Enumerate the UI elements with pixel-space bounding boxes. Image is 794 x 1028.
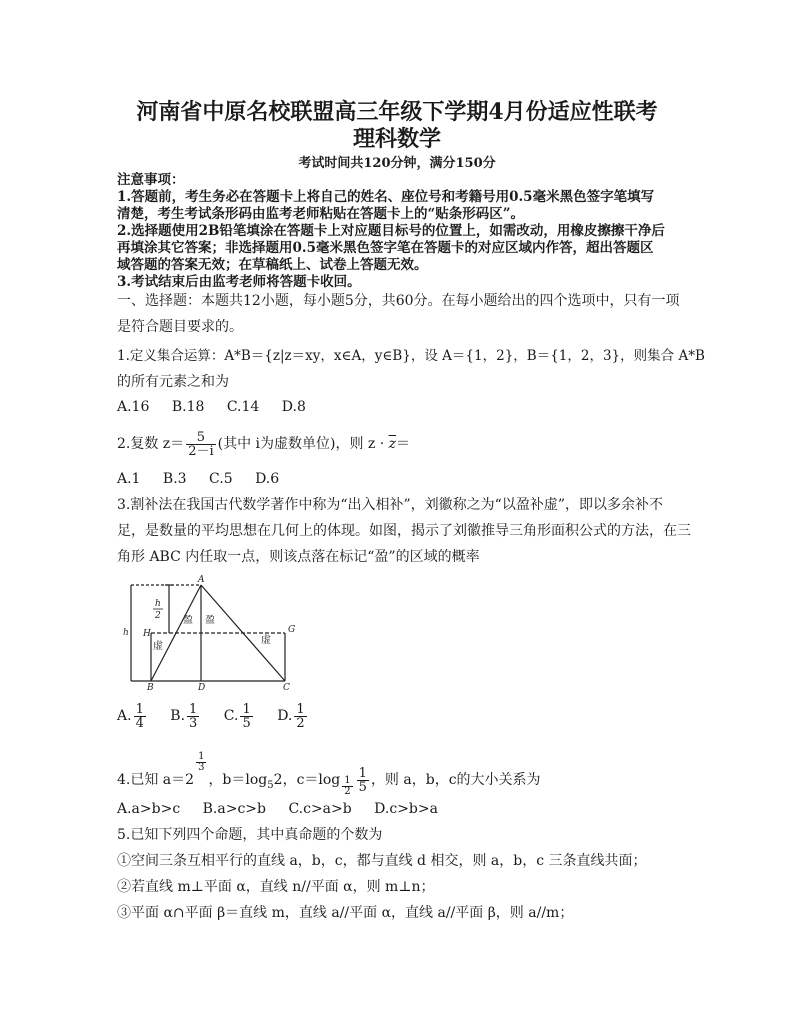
q2-stem: [117, 426, 410, 462]
label-xu-right: 虚: [261, 635, 271, 646]
q3-option-c-frac: [240, 703, 252, 730]
q4-mid: ，b＝log: [208, 772, 268, 788]
q1-option-d: D.8: [281, 399, 306, 415]
q3-line-1: 3.割补法在我国古代数学著作中称为“出入相补”，刘徽称之为“以盈补虚”，即以多余补不: [117, 497, 663, 513]
label-h: h: [123, 628, 129, 638]
q4-suffix: ，则 a，b，c的大小关系为: [370, 772, 541, 788]
label-c: C: [283, 683, 290, 691]
q4-stem: [117, 752, 541, 804]
label-g: G: [288, 625, 296, 635]
q1-line-1: 1.定义集合运算：A*B＝{z|z＝xy，x∈A，y∈B}，设 A＝{1，2}，B＝{1，2，3}，则集合 A*B: [117, 348, 705, 364]
q2-option-c: C.5: [209, 471, 233, 487]
q4-exponent: [196, 752, 206, 773]
q3-figure: [117, 573, 302, 691]
q3-option-b: [170, 698, 201, 734]
q4-c-arg-num: 1: [358, 765, 367, 781]
q2-fraction-den: 2－i: [188, 443, 214, 459]
q1-options: [117, 398, 324, 416]
section1-line-2: 是符合题目要求的。: [117, 319, 243, 335]
q3-line-2: 足，是数量的平均思想在几何上的体现。如图，揭示了刘徽推导三角形面积公式的方法，在三: [117, 523, 691, 539]
q5-item-2: ②若直线 m⊥平面 α，直线 n//平面 α，则 m⊥n；: [117, 879, 435, 895]
q5-item-1: ①空间三条互相平行的直线 a，b，c，都与直线 d 相交，则 a，b，c 三条直线共面；: [117, 853, 647, 869]
exam-info: 考试时间共120分钟，满分150分: [298, 156, 496, 171]
q3-option-a-num: 1: [135, 701, 144, 717]
q4-option-d: D.c>b>a: [374, 801, 438, 817]
q4-c-base: [342, 776, 352, 797]
q3-option-c-den: 5: [242, 715, 251, 731]
q3-option-a-letter: A.: [117, 708, 132, 724]
q2-option-a: A.1: [117, 471, 141, 487]
label-h-half-den: 2: [155, 611, 161, 621]
label-b: B: [147, 683, 154, 691]
label-h-half-num: h: [155, 599, 161, 609]
exam-title: 河南省中原名校联盟高三年级下学期4月份适应性联考: [136, 99, 658, 125]
q4-b-base: 5: [267, 779, 274, 791]
q3-option-b-frac: [187, 703, 199, 730]
q4-option-b: B.a>c>b: [202, 801, 266, 817]
q1-option-b: B.18: [171, 399, 205, 415]
q3-option-d-den: 2: [296, 715, 305, 731]
q3-option-d-frac: [294, 703, 306, 730]
q4-c-base-num: 1: [344, 775, 351, 786]
notes-heading: 注意事项：: [117, 172, 185, 188]
q3-line-3: 角形 ABC 内任取一点，则该点落在标记“盈”的区域的概率: [117, 549, 480, 565]
q3-option-d: [277, 698, 308, 734]
q2-options: [117, 470, 297, 488]
q2-zbar: $\overline{z}$: [388, 436, 397, 452]
note-line-3: 2.选择题使用2B铅笔填涂在答题卡上对应题目标号的位置上，如需改动，用橡皮擦擦干净后: [117, 223, 665, 239]
label-ying-left: 盈: [183, 615, 193, 626]
q3-option-d-letter: D.: [277, 708, 293, 724]
label-xu-left: 虚: [153, 641, 163, 652]
q3-option-a-den: 4: [135, 715, 144, 731]
q2-fraction-num: 5: [196, 429, 206, 445]
q2-option-b: B.3: [162, 471, 187, 487]
label-a: A: [198, 575, 205, 585]
note-line-2: 清楚，考生考试条形码由监考老师粘贴在答题卡上的“贴条形码区”。: [117, 206, 525, 222]
q4-c-arg: [357, 767, 369, 794]
q4-prefix: 4.已知 a＝2: [117, 772, 195, 788]
label-h-point: H: [143, 629, 151, 639]
q3-options: [117, 698, 327, 734]
q2-suffix: (其中 i为虚数单位)，则 z ·: [217, 436, 389, 452]
q1-option-a: A.16: [117, 399, 150, 415]
q3-option-c-letter: C.: [223, 708, 239, 724]
q4-option-c: C.c>a>b: [288, 801, 352, 817]
section1-line-1: 一、选择题：本题共12小题，每小题5分，共60分。在每小题给出的四个选项中，只有一项: [117, 293, 680, 309]
q4-options: [117, 800, 456, 818]
q4-exp-num: 1: [198, 751, 205, 762]
q5-stem: 5.已知下列四个命题，其中真命题的个数为: [117, 827, 383, 843]
q2-fraction: [186, 431, 215, 458]
note-line-1: 1.答题前，考生务必在答题卡上将自己的姓名、座位号和考籍号用0.5毫米黑色签字笔填写: [117, 189, 655, 205]
note-line-6: 3.考试结束后由监考老师将答题卡收回。: [117, 274, 361, 290]
q4-b-arg: 2，c＝log: [273, 772, 341, 788]
note-line-5: 域答题的答案无效；在草稿纸上、试卷上答题无效。: [117, 257, 428, 273]
q3-option-c-num: 1: [242, 701, 251, 717]
q3-option-b-num: 1: [189, 701, 198, 717]
q4-exp-den: 3: [198, 762, 205, 773]
q2-option-d: D.6: [255, 471, 280, 487]
q4-c-arg-den: 5: [358, 779, 367, 795]
q1-option-c: C.14: [226, 399, 260, 415]
q4-c-base-den: 2: [344, 786, 351, 797]
q3-option-c: [224, 698, 255, 734]
q2-eq: ＝: [396, 436, 411, 452]
q4-option-a: A.a>b>c: [117, 801, 181, 817]
label-ying-right: 盈: [205, 615, 215, 626]
q3-option-d-num: 1: [296, 701, 305, 717]
q1-line-2: 的所有元素之和为: [117, 374, 229, 390]
note-line-4: 再填涂其它答案；非选择题用0.5毫米黑色签字笔在答题卡的对应区域内作答，超出答题区: [117, 240, 654, 256]
q3-option-a: [117, 698, 148, 734]
q3-option-b-den: 3: [189, 715, 198, 731]
exam-subject: 理科数学: [352, 126, 441, 152]
label-d: D: [198, 683, 206, 691]
q5-item-3: ③平面 α∩平面 β＝直线 m，直线 a//平面 α，直线 a//平面 β，则 a//m；: [117, 905, 574, 921]
q2-prefix: 2.复数 z＝: [117, 436, 185, 452]
q3-option-b-letter: B.: [170, 708, 186, 724]
q3-option-a-frac: [134, 703, 146, 730]
